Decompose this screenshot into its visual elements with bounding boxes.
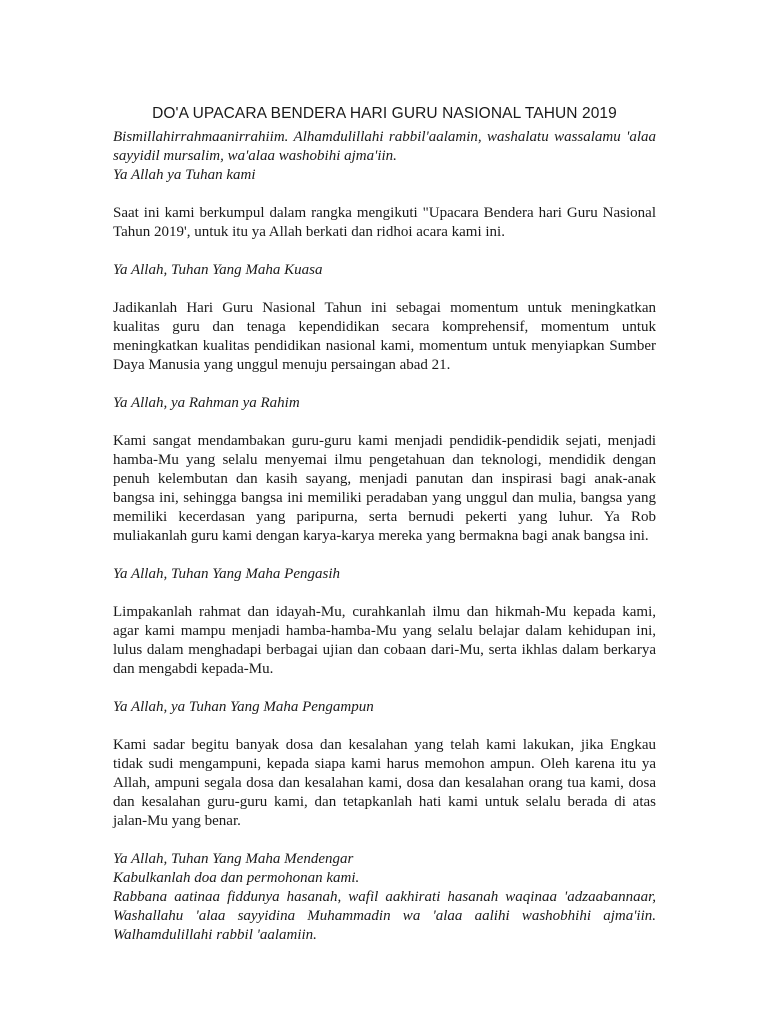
paragraph-line: meningkatkan kualitas pendidikan nasional kami, momentum untuk menyiapkan Sumber <box>113 338 656 354</box>
closing-prayer <box>113 850 656 945</box>
paragraph-line: dan mengabdi kepada-Mu. <box>113 661 274 677</box>
opening-line: sayyidil mursalim, wa'alaa washobihi ajma'iin. <box>113 148 397 164</box>
opening-prayer <box>113 128 656 185</box>
closing-line: Washallahu 'alaa sayyidina Muhammadin wa 'alaa aalihi washobhihi ajma'iin. <box>113 908 656 924</box>
paragraph-line: Kami sangat mendambakan guru-guru kami menjadi pendidik-pendidik sejati, menjadi <box>113 433 656 449</box>
paragraph-line: Saat ini kami berkumpul dalam rangka mengikuti "Upacara Bendera hari Guru Nasional <box>113 205 656 221</box>
paragraph-line: muliakanlah guru kami dengan karya-karya mereka yang bermakna bagi anak bangsa ini. <box>113 528 649 544</box>
paragraph-line: memiliki kecerdasan yang paripurna, serta bernudi pekerti yang luhur. Ya Rob <box>113 509 656 525</box>
paragraph-line: agar kami mampu menjadi hamba-hamba-Mu yang selalu belajar dalam kehidupan ini, <box>113 623 656 639</box>
invocation-line: Ya Allah, ya Rahman ya Rahim <box>113 395 300 411</box>
closing-line: Kabulkanlah doa dan permohonan kami. <box>113 870 360 886</box>
paragraph-line: penuh kelembutan dan kasih sayang, menjadi panutan dan inspirasi bagi anak-anak <box>113 471 656 487</box>
paragraph-line: lulus dalam menghadapi berbagai ujian dan cobaan dari-Mu, serta ikhlas dalam berkarya <box>113 642 656 658</box>
opening-line: Ya Allah ya Tuhan kami <box>113 167 256 183</box>
paragraph-line: Allah, ampuni segala dosa dan kesalahan kami, dosa dan kesalahan orang tua kami, dosa <box>113 775 656 791</box>
closing-line: Rabbana aatinaa fiddunya hasanah, wafil aakhirati hasanah waqinaa 'adzaabannaar, <box>113 889 656 905</box>
paragraph-5 <box>113 736 656 831</box>
paragraph-2 <box>113 299 656 375</box>
paragraph-line: Limpakanlah rahmat dan idayah-Mu, curahkanlah ilmu dan hikmah-Mu kepada kami, <box>113 604 656 620</box>
paragraph-line: jalan-Mu yang benar. <box>113 813 241 829</box>
paragraph-1 <box>113 204 656 242</box>
paragraph-line: Jadikanlah Hari Guru Nasional Tahun ini sebagai momentum untuk meningkatkan <box>113 300 656 316</box>
closing-line: Walhamdulillahi rabbil 'aalamiin. <box>113 927 317 943</box>
paragraph-line: bangsa ini, sehingga bangsa ini memiliki peradaban yang unggul dan mulia, bangsa yang <box>113 490 656 506</box>
paragraph-line: hamba-Mu yang selalu menyemai ilmu pengetahuan dan teknologi, mendidik dengan <box>113 452 656 468</box>
paragraph-line: tidak sudi mengampuni, kepada siapa kami harus memohon ampun. Oleh karena itu ya <box>113 756 656 772</box>
paragraph-line: Tahun 2019', untuk itu ya Allah berkati dan ridhoi acara kami ini. <box>113 224 505 240</box>
invocation-heading <box>113 394 656 413</box>
paragraph-line: kualitas guru dan tenaga kependidikan secara komprehensif, momentum untuk <box>113 319 656 335</box>
document-page <box>113 103 656 945</box>
invocation-heading <box>113 261 656 280</box>
paragraph-line: Kami sadar begitu banyak dosa dan kesalahan yang telah kami lakukan, jika Engkau <box>113 737 656 753</box>
invocation-line: Ya Allah, Tuhan Yang Maha Kuasa <box>113 262 323 278</box>
paragraph-line: Daya Manusia yang unggul menuju persaingan abad 21. <box>113 357 451 373</box>
invocation-heading <box>113 698 656 717</box>
document-title: DO'A UPACARA BENDERA HARI GURU NASIONAL TAHUN 2019 <box>152 105 617 122</box>
invocation-line: Ya Allah, Tuhan Yang Maha Pengasih <box>113 566 340 582</box>
invocation-heading <box>113 565 656 584</box>
paragraph-line: dan kesalahan guru-guru kami, dan tetapkanlah hati kami untuk selalu berada di atas <box>113 794 656 810</box>
paragraph-4 <box>113 603 656 679</box>
invocation-line: Ya Allah, ya Tuhan Yang Maha Pengampun <box>113 699 374 715</box>
closing-line: Ya Allah, Tuhan Yang Maha Mendengar <box>113 851 354 867</box>
paragraph-3 <box>113 432 656 546</box>
opening-line: Bismillahirrahmaanirrahiim. Alhamdulillahi rabbil'aalamin, washalatu wassalamu 'alaa <box>113 129 656 145</box>
